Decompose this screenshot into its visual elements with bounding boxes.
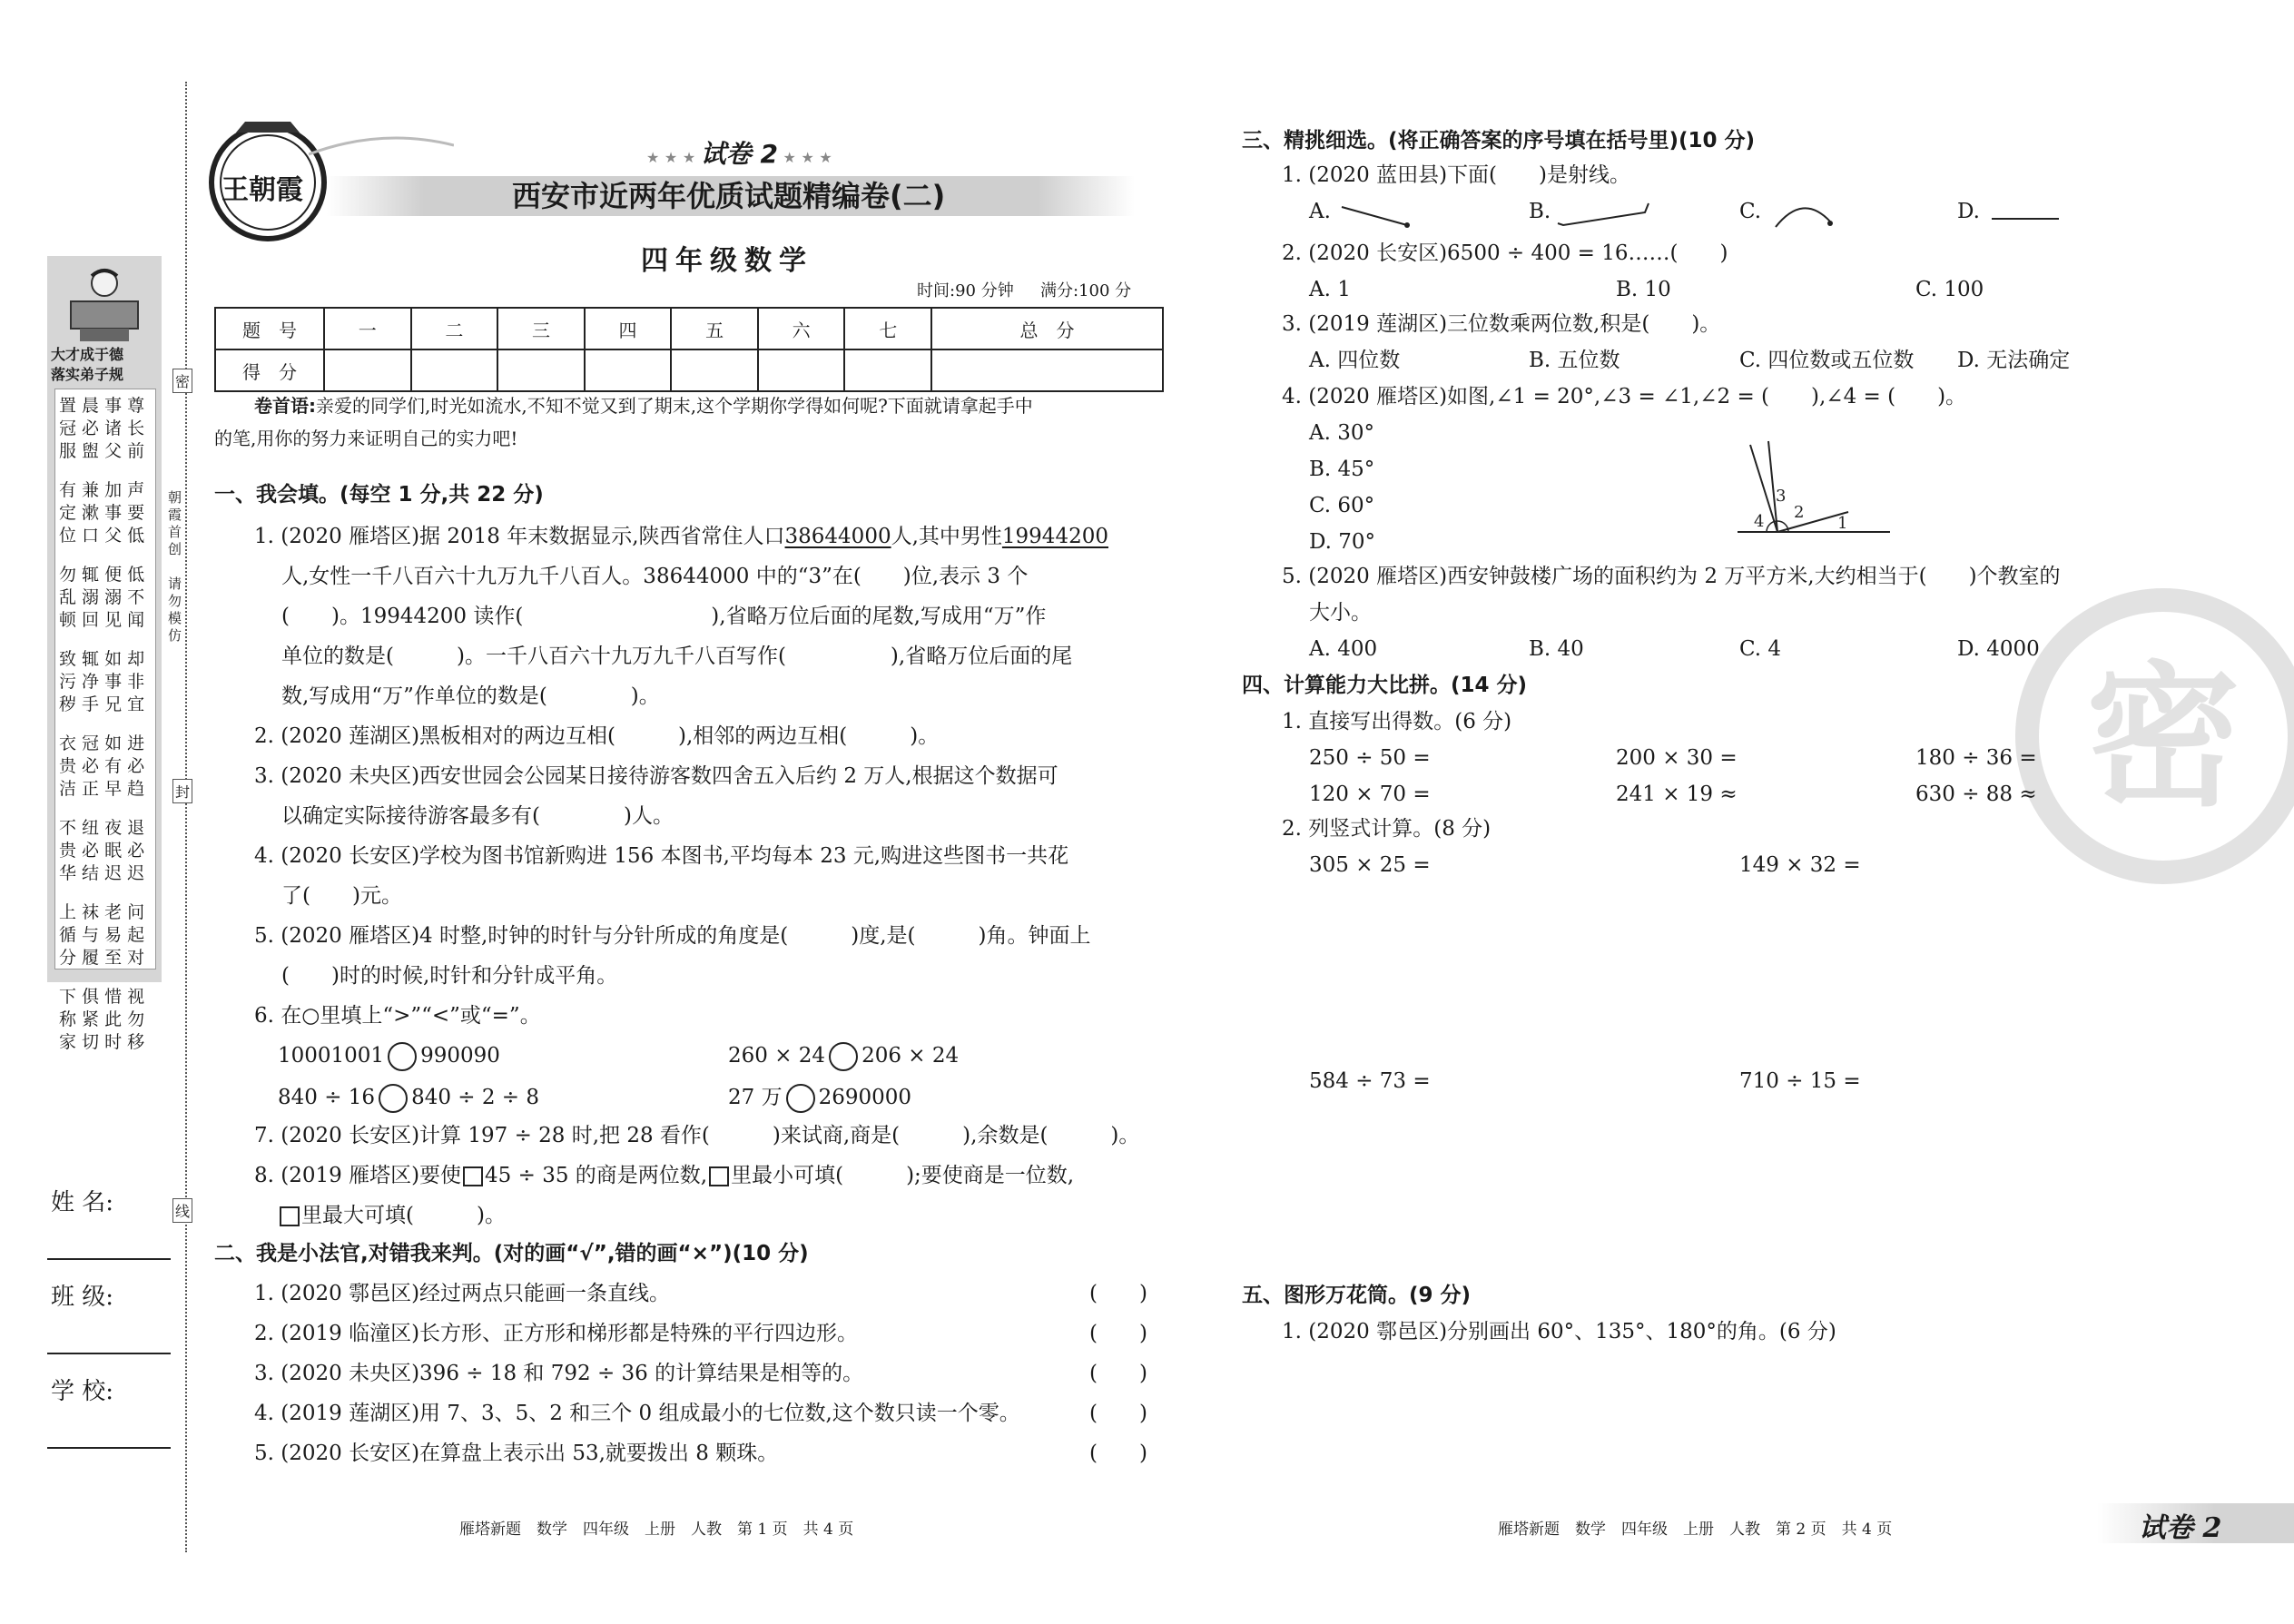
ray-figure [1992, 218, 2059, 220]
binding-line [185, 82, 187, 1552]
compare-right: 840 ÷ 2 ÷ 8 [411, 1086, 540, 1109]
compare-left: 260 × 24 [728, 1044, 826, 1068]
s3-title: 三、精挑细选。(将正确答案的序号填在括号里)(10 分) [1242, 129, 1756, 153]
name-label: 姓 名: [51, 1189, 114, 1216]
poem-col-6: 不 纽 夜 退 贵 必 眠 必 华 结 迟 迟 [59, 818, 145, 883]
judge-paren[interactable]: ( ) [1089, 1402, 1147, 1425]
s2-item: 4. (2019 莲湖区)用 7、3、5、2 和三个 0 组成最小的七位数,这个数只读一个零。 [254, 1402, 1020, 1425]
arc-figure [1770, 198, 1843, 231]
s1-q3-line1: 3. (2020 未央区)西安世园会公园某日接待游客数四舍五入后约 2 万人,根据这个数据可 [254, 764, 1058, 788]
s3-q2-opt: B. 10 [1616, 278, 1671, 301]
s1-q3-line2: 以确定实际接待游客最多有( )人。 [281, 804, 674, 828]
footer-tag: 试卷 2 [2139, 1512, 2222, 1544]
s1-q1-num1: 38644000 [784, 525, 891, 548]
judge-paren[interactable]: ( ) [1089, 1362, 1147, 1385]
digit-box[interactable] [463, 1166, 483, 1186]
compare-item-1 [278, 1042, 500, 1071]
motto-bottom: 落实弟子规 [51, 366, 124, 383]
preface-lead: 卷首语: [254, 395, 316, 417]
score-cell[interactable] [497, 349, 585, 391]
s2-item: 5. (2020 长安区)在算盘上表示出 53,就要拨出 8 颗珠。 [254, 1442, 779, 1465]
compare-left: 840 ÷ 16 [278, 1086, 376, 1109]
s3-q3: 3. (2019 莲湖区)三位数乘两位数,积是( )。 [1282, 312, 1721, 336]
compare-right: 206 × 24 [861, 1044, 960, 1068]
class-label: 班 级: [51, 1284, 114, 1311]
judge-paren[interactable]: ( ) [1089, 1442, 1147, 1465]
s3-q5-opt: C. 4 [1739, 637, 1782, 661]
score-cell[interactable] [931, 349, 1163, 391]
angle-figure [1730, 434, 1894, 539]
s1-q1-line5: 数,写成用“万”作单位的数是( )。 [281, 684, 660, 708]
score-head: 五 [671, 308, 758, 349]
s3-q2-opt: A. 1 [1309, 278, 1351, 301]
s3-q5-opt: A. 400 [1309, 637, 1378, 661]
s3-q2-opt: C. 100 [1915, 278, 1984, 301]
s3-q1-opt-c: C. [1739, 200, 1762, 223]
s1-q8-text-c: 里最小可填( );要使商是一位数, [731, 1164, 1075, 1187]
vertical-calc: 710 ÷ 15 = [1739, 1069, 1861, 1093]
side-note: 朝霞首创 请勿模仿 [166, 490, 182, 645]
digit-box[interactable] [709, 1166, 729, 1186]
poem-col-7: 上 袜 老 问 循 与 易 起 分 履 至 对 [59, 902, 145, 968]
poem-col-1: 置 晨 事 尊 冠 必 诸 长 服 盥 父 前 [59, 396, 145, 461]
preface-line-1 [254, 392, 1033, 419]
s1-q8-text-a: 8. (2019 雁塔区)要使 [254, 1164, 462, 1187]
s1-title: 一、我会填。(每空 1 分,共 22 分) [214, 483, 544, 507]
s3-q3-opt: C. 四位数或五位数 [1739, 349, 1915, 372]
s1-q1-text-a: 1. (2020 雁塔区)据 2018 年末数据显示,陕西省常住人口 [254, 525, 785, 548]
compare-right: 2690000 [818, 1086, 912, 1109]
poem-col-3: 勿 辄 便 低 乱 溺 溺 不 顿 回 见 闻 [59, 565, 145, 630]
compare-item-2 [728, 1042, 959, 1071]
digit-box[interactable] [280, 1206, 300, 1226]
score-cell[interactable] [844, 349, 931, 391]
ribbon [309, 127, 454, 163]
poem-col-2: 有 兼 加 声 定 漱 事 要 位 口 父 低 [59, 480, 145, 546]
direct-calc: 241 × 19 ≈ [1616, 782, 1738, 806]
poem-col-5: 衣 冠 如 进 贵 必 有 必 洁 正 早 趋 [59, 733, 145, 799]
s1-q4-line2: 了( )元。 [281, 884, 402, 908]
s1-q8-text-d: 里最大可填( )。 [301, 1204, 506, 1227]
s5-q1: 1. (2020 鄠邑区)分别画出 60°、135°、180°的角。(6 分) [1282, 1320, 1836, 1343]
s3-q4-opt: C. 60° [1309, 494, 1375, 517]
s3-q5-line2: 大小。 [1309, 601, 1372, 625]
compare-circle[interactable] [388, 1042, 417, 1071]
s3-q3-opt: D. 无法确定 [1957, 349, 2071, 372]
s1-q7: 7. (2020 长安区)计算 197 ÷ 28 时,把 28 看作( )来试商,商是( ),余数是( )。 [254, 1124, 1140, 1147]
s1-q5-line2: ( )时的时候,时针和分针成平角。 [281, 964, 618, 988]
s1-q1-text-b: 人,其中男性 [891, 525, 1002, 548]
score-head: 四 [585, 308, 672, 349]
watermark-seal [2013, 586, 2294, 886]
angle-label-1: 1 [1837, 514, 1848, 533]
s3-q5-line1: 5. (2020 雁塔区)西安钟鼓楼广场的面积约为 2 万平方米,大约相当于( )个教室的 [1282, 565, 2061, 588]
vertical-calc: 149 × 32 = [1739, 853, 1861, 877]
s4-sub1: 1. 直接写出得数。(6 分) [1282, 710, 1512, 733]
school-field[interactable] [47, 1447, 171, 1449]
direct-calc: 200 × 30 = [1616, 746, 1738, 770]
judge-paren[interactable]: ( ) [1089, 1282, 1147, 1305]
score-row-label: 得 分 [215, 349, 324, 391]
score-head: 总 分 [931, 308, 1163, 349]
direct-calc: 250 ÷ 50 = [1309, 746, 1431, 770]
s1-q1-line4: 单位的数是( )。一千八百六十九万九千八百写作( ),省略万位后面的尾 [281, 645, 1073, 668]
score-head: 三 [497, 308, 585, 349]
polyline-figure [1554, 198, 1654, 229]
s3-q1: 1. (2020 蓝田县)下面( )是射线。 [1282, 163, 1630, 187]
name-field[interactable] [47, 1258, 171, 1260]
class-field[interactable] [47, 1353, 171, 1354]
watermark-char: 密 [2085, 648, 2241, 828]
s3-q2: 2. (2020 长安区)6500 ÷ 400 = 16……( ) [1282, 241, 1728, 265]
angle-label-3: 3 [1776, 487, 1787, 506]
s1-q1-line2: 人,女性一千八百六十九万九千八百人。38644000 中的“3”在( )位,表示 3 个 [281, 565, 1029, 588]
score-cell[interactable] [324, 349, 411, 391]
scholar-figure [56, 263, 153, 345]
s1-q8-line1 [254, 1162, 1074, 1189]
compare-circle[interactable] [379, 1084, 408, 1113]
poem-col-8: 下 俱 惜 视 称 紧 此 勿 家 切 时 移 [59, 987, 145, 1052]
school-label: 学 校: [51, 1378, 114, 1405]
compare-left: 27 万 [728, 1086, 783, 1109]
s3-q1-opt-d: D. [1957, 200, 1980, 223]
s2-item: 1. (2020 鄠邑区)经过两点只能画一条直线。 [254, 1282, 671, 1305]
s1-q1-num2: 19944200 [1001, 525, 1108, 548]
time-label: 时间:90 分钟 [917, 281, 1014, 300]
s3-q5-opt: D. 4000 [1957, 637, 2040, 661]
compare-circle[interactable] [786, 1084, 815, 1113]
s2-title: 二、我是小法官,对错我来判。(对的画“√”,错的画“×”)(10 分) [214, 1242, 809, 1265]
s1-q6: 6. 在○里填上“>”“<”或“=”。 [254, 1004, 541, 1028]
s2-item: 3. (2020 未央区)396 ÷ 18 和 792 ÷ 36 的计算结果是相等的。 [254, 1362, 864, 1385]
score-cell[interactable] [671, 349, 758, 391]
subject-title: 四年级数学 [641, 245, 813, 277]
score-head: 七 [844, 308, 931, 349]
brand-name: 王朝霞 [222, 174, 303, 206]
s3-q4-opt: D. 70° [1309, 530, 1376, 554]
s3-q3-opt: A. 四位数 [1309, 349, 1401, 372]
vertical-calc: 584 ÷ 73 = [1309, 1069, 1431, 1093]
s3-q4-opt: A. 30° [1309, 421, 1374, 445]
preface-line-2: 的笔,用你的努力来证明自己的实力吧! [214, 428, 518, 449]
s1-q8-line2 [278, 1202, 506, 1229]
judge-paren[interactable]: ( ) [1089, 1322, 1147, 1345]
score-cell[interactable] [758, 349, 845, 391]
compare-left: 10001001 [278, 1044, 385, 1068]
s4-sub2: 2. 列竖式计算。(8 分) [1282, 817, 1492, 841]
series-text: 试卷 2 [700, 139, 778, 169]
direct-calc: 120 × 70 = [1309, 782, 1431, 806]
direct-calc: 630 ÷ 88 ≈ [1915, 782, 2037, 806]
s3-q5-opt: B. 40 [1529, 637, 1584, 661]
compare-item-4 [728, 1084, 911, 1113]
direct-calc: 180 ÷ 36 = [1915, 746, 2037, 770]
score-cell[interactable] [411, 349, 498, 391]
s1-q1-line1 [254, 523, 1108, 550]
vertical-calc: 305 × 25 = [1309, 853, 1431, 877]
score-head: 题 号 [215, 308, 324, 349]
s4-title: 四、计算能力大比拼。(14 分) [1242, 674, 1528, 697]
segment-figure [1338, 202, 1411, 229]
angle-label-2: 2 [1794, 503, 1805, 522]
s1-q5-line1: 5. (2020 雁塔区)4 时整,时钟的时针与分针所成的角度是( )度,是( )角。钟面上 [254, 924, 1091, 948]
seal-char-3: 线 [172, 1198, 192, 1223]
score-head: 六 [758, 308, 845, 349]
footer-left: 雁塔新题 数学 四年级 上册 人教 第 1 页 共 4 页 [459, 1521, 854, 1539]
score-head: 一 [324, 308, 411, 349]
s1-q8-text-b: 45 ÷ 35 的商是两位数, [485, 1164, 708, 1187]
seal-char-1: 密 [172, 369, 192, 393]
score-head: 二 [411, 308, 498, 349]
footer-right: 雁塔新题 数学 四年级 上册 人教 第 2 页 共 4 页 [1498, 1521, 1893, 1539]
motto-top: 大才成于德 [51, 346, 124, 363]
preface-text-1: 亲爱的同学们,时光如流水,不知不觉又到了期末,这个学期你学得如何呢?下面就请拿起手中 [316, 395, 1033, 417]
compare-right: 990090 [420, 1044, 500, 1068]
s1-q1-line3: ( )。19944200 读作( ),省略万位后面的尾数,写成用“万”作 [281, 605, 1047, 628]
s3-q4: 4. (2020 雁塔区)如图,∠1 = 20°,∠3 = ∠1,∠2 = ( ),∠4 = ( )。 [1282, 385, 1967, 408]
s3-q1-opt-a: A. [1309, 200, 1331, 223]
s1-q2: 2. (2020 莲湖区)黑板相对的两边互相( ),相邻的两边互相( )。 [254, 724, 940, 748]
seal-char-2: 封 [172, 779, 192, 803]
series-label: ★ ★ ★ 试卷 2 ★ ★ ★ [646, 139, 832, 169]
s1-q4-line1: 4. (2020 长安区)学校为图书馆新购进 156 本图书,平均每本 23 元,购进这些图书一共花 [254, 844, 1069, 868]
poem-col-4: 致 辄 如 却 污 净 事 非 秽 手 兄 宜 [59, 649, 145, 714]
s5-title: 五、图形万花筒。(9 分) [1242, 1284, 1472, 1307]
rules-poem [54, 389, 156, 1052]
score-label: 满分:100 分 [1040, 281, 1132, 300]
exam-title: 西安市近两年优质试题精编卷(二) [512, 179, 946, 213]
score-cell[interactable] [585, 349, 672, 391]
compare-circle[interactable] [829, 1042, 858, 1071]
compare-item-3 [278, 1084, 539, 1113]
s3-q3-opt: B. 五位数 [1529, 349, 1620, 372]
s3-q4-opt: B. 45° [1309, 458, 1375, 481]
s2-item: 2. (2019 临潼区)长方形、正方形和梯形都是特殊的平行四边形。 [254, 1322, 859, 1345]
angle-label-4: 4 [1754, 512, 1765, 531]
s3-q1-opt-b: B. [1529, 200, 1551, 223]
score-table [214, 307, 1164, 392]
